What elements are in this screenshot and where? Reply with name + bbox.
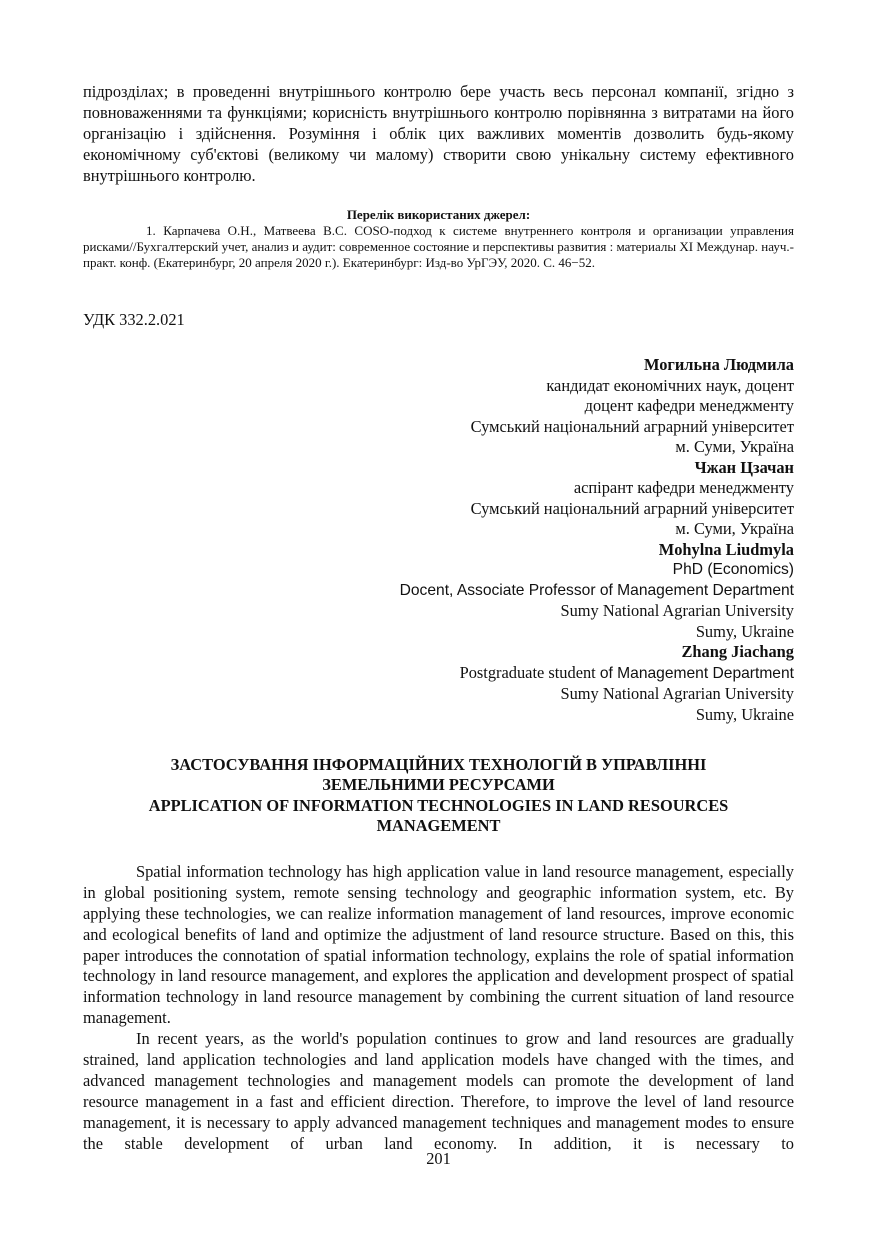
- author2-university-en: Sumy National Agrarian University: [560, 684, 794, 704]
- body-paragraph-1: Spatial information technology has high application value in land resource management, especially in global positioning system, remote sensing technology and geographic information system, etc. By applying these technologies, we can realize information management of land resources, improve economic and ecological benefits of land and optimize the adjustment of land resource structure. Based on this, this paper introduces the connotation of spatial information technology, explains the role of spatial information technology in land resource management, and explores the application and development prospect of spatial information technology in land resource management by combining the current situation of land resource management.: [83, 861, 794, 1028]
- reference-item: 1. Карпачева О.Н., Матвеева В.С. COSO-подход к системе внутреннего контроля и организации управления рисками//Бухгалтерский учет, анализ и аудит: современное состояние и перспективы развития : материалы XI Междунар. науч.-практ. конф. (Екатеринбург, 20 апреля 2020 г.). Екатеринбург: Изд-во УрГЭУ, 2020. С. 46−52.: [83, 222, 794, 270]
- author2-position-ua: аспірант кафедри менеджменту: [573, 478, 794, 498]
- author1-position-ua: доцент кафедри менеджменту: [584, 396, 794, 416]
- author1-university-en: Sumy National Agrarian University: [560, 601, 794, 621]
- author2-city-ua: м. Суми, Україна: [675, 519, 794, 539]
- author2-position-en-part1: Postgraduate student: [459, 662, 600, 682]
- title-ua-line1: ЗАСТОСУВАННЯ ІНФОРМАЦІЙНИХ ТЕХНОЛОГІЙ В УПРАВЛІННІ: [170, 755, 707, 775]
- author2-position-en-part2: of Management Department: [599, 664, 794, 682]
- author1-degree-ua: кандидат економічних наук, доцент: [546, 375, 794, 395]
- author2-city-en: Sumy, Ukraine: [695, 704, 794, 724]
- page-number: 201: [426, 1149, 451, 1168]
- author2-name-en: Zhang Jiachang: [681, 642, 794, 662]
- udk-code: УДК 332.2.021: [83, 310, 185, 330]
- title-en-line1: APPLICATION OF INFORMATION TECHNOLOGIES IN LAND RESOURCES: [148, 795, 729, 815]
- author1-city-en: Sumy, Ukraine: [695, 621, 794, 641]
- title-ua-line2: ЗЕМЕЛЬНИМИ РЕСУРСАМИ: [322, 775, 555, 795]
- author1-name-ua: Могильна Людмила: [643, 355, 794, 375]
- author1-degree-en: PhD (Economics): [672, 561, 794, 579]
- author2-name-ua: Чжан Цзачан: [694, 457, 794, 477]
- author1-university-ua: Сумський національний аграрний університет: [470, 416, 794, 436]
- author2-university-ua: Сумський національний аграрний університет: [470, 498, 794, 518]
- author1-name-en: Mohylna Liudmyla: [658, 539, 794, 559]
- document-page: [83, 82, 794, 1155]
- title-en-line2: MANAGEMENT: [376, 815, 501, 835]
- author1-position-en: Docent, Associate Professor of Management Department: [399, 581, 794, 599]
- body-paragraph-2: In recent years, as the world's population continues to grow and land resources are gradually strained, land application technologies and land application models have changed with the times, and advanced management technologies and management models can promote the development of land resource management in a fast and efficient direction. Therefore, to improve the level of land resource management, it is necessary to apply advanced management techniques and management modes to ensure the stable development of urban land economy. In addition, it is necessary to: [83, 1029, 794, 1153]
- author1-city-ua: м. Суми, Україна: [675, 437, 794, 457]
- author2-position-en: [83, 663, 794, 685]
- references-title: Перелік використаних джерел:: [346, 206, 531, 222]
- top-paragraph: підрозділах; в проведенні внутрішнього контролю бере участь весь персонал компанії, згідно з повноваженнями та функціями; корисність внутрішнього контролю порівнянна з витратами на його організацію і здійснення. Розуміння і облік цих важливих моментів дозволить будь-якому економічному суб'єктові (великому чи малому) створити свою унікальну систему ефективного внутрішнього контролю.: [83, 82, 794, 185]
- article-body: [83, 862, 794, 1155]
- author-block: [83, 355, 794, 725]
- article-title: [83, 755, 794, 836]
